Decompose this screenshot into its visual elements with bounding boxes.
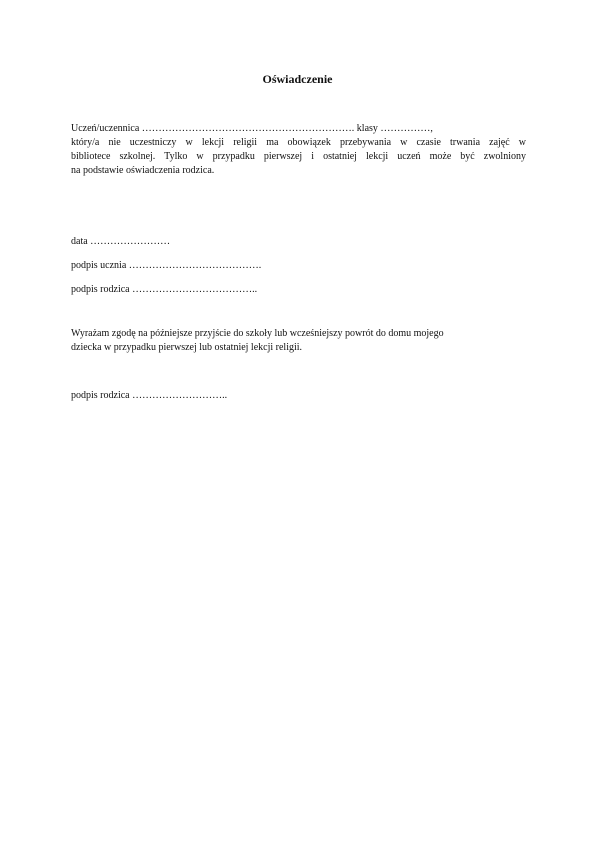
parent-signature-field: podpis rodzica ……………………………….. — [71, 284, 258, 295]
paragraph-line-2: który/a nie uczestniczy w lekcji religii ma obowiązek przebywania w czasie trwania zajęć w — [71, 137, 526, 148]
student-signature-field: podpis ucznia …………………………………. — [71, 260, 262, 271]
consent-paragraph — [71, 327, 526, 355]
paragraph-line-4: na podstawie oświadczenia rodzica. — [71, 165, 215, 176]
paragraph-line-1: Uczeń/uczennica ………………………………………………………. klasy ……………, — [71, 123, 433, 134]
final-signature-block — [71, 389, 371, 403]
signature-fields — [71, 235, 371, 297]
consent-line-1: Wyrażam zgodę na późniejsze przyjście do szkoły lub wcześniejszy powrót do domu mojego — [71, 328, 444, 339]
consent-line-2: dziecka w przypadku pierwszej lub ostatniej lekcji religii. — [71, 342, 303, 353]
paragraph-line-3: bibliotece szkolnej. Tylko w przypadku pierwszej i ostatniej lekcji uczeń może być zwolniony — [71, 151, 526, 162]
final-parent-signature-field: podpis rodzica ……………………….. — [71, 390, 228, 401]
document-title: Oświadczenie — [262, 72, 333, 86]
declaration-paragraph — [71, 122, 526, 178]
date-field: data …………………… — [71, 236, 171, 247]
